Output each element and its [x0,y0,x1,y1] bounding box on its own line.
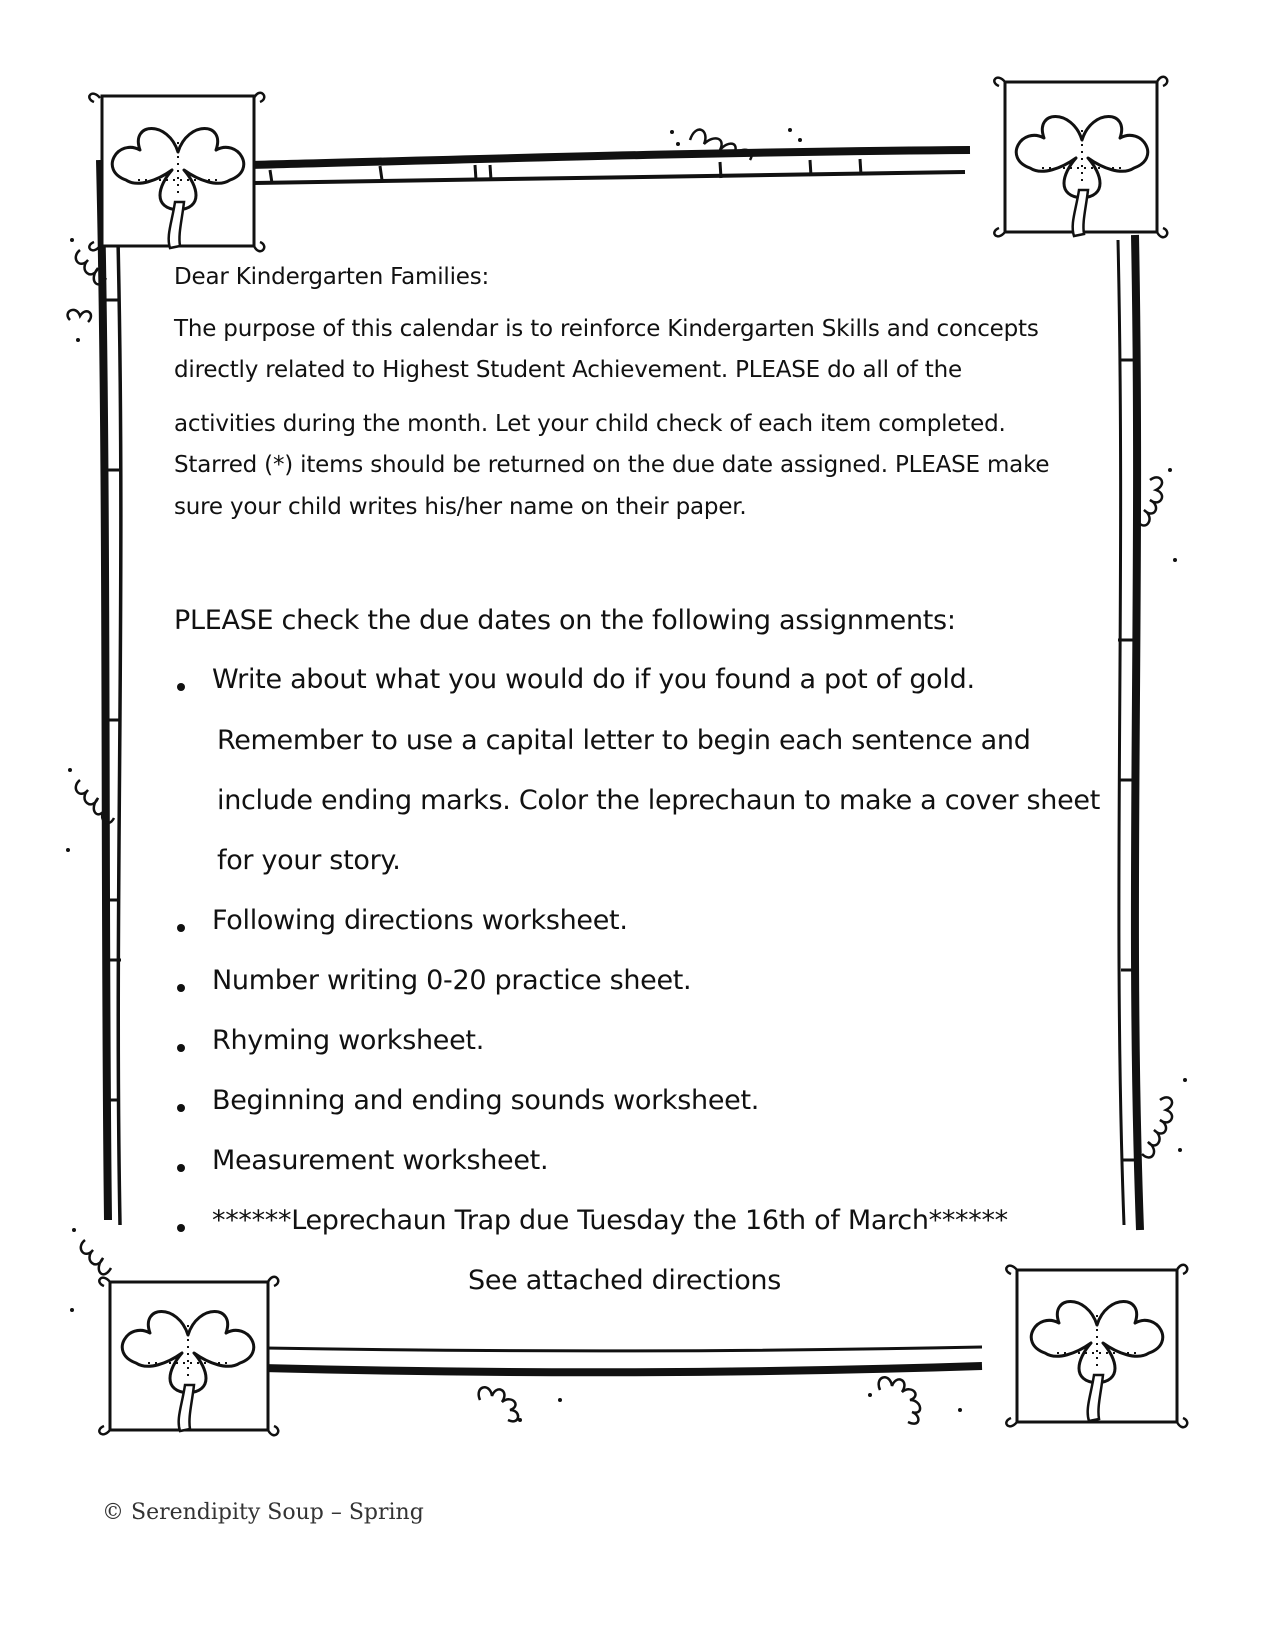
assignment-line: ******Leprechaun Trap due Tuesday the 16th of March****** [212,1205,1008,1236]
shamrock-icon [1005,82,1157,236]
shamrock-icon [110,1282,268,1431]
assignment-line: Rhyming worksheet. [212,1025,484,1056]
bullet-icon [177,1104,185,1112]
assignment-line: Remember to use a capital letter to begin each sentence and [217,725,1031,756]
assignment-line: Measurement worksheet. [212,1145,549,1176]
intro-line: Starred (*) items should be returned on the due date assigned. PLEASE make [174,452,1050,478]
bullet-icon [177,1044,185,1052]
greeting: Dear Kindergarten Families: [174,264,490,290]
bullet-icon [177,924,185,932]
assignment-line: Following directions worksheet. [212,905,628,936]
assignment-line: for your story. [217,845,401,876]
closing-note: See attached directions [468,1265,781,1296]
bullet-icon [177,683,185,691]
assignment-line: include ending marks. Color the leprechaun to make a cover sheet [217,785,1101,816]
bullet-icon [177,1224,185,1232]
intro-line: activities during the month. Let your child check of each item completed. [174,411,1006,437]
assignment-line: Number writing 0-20 practice sheet. [212,965,692,996]
intro-line: directly related to Highest Student Achievement. PLEASE do all of the [174,357,962,383]
assignment-line: Beginning and ending sounds worksheet. [212,1085,760,1116]
assignment-line: Write about what you would do if you found a pot of gold. [212,664,975,695]
assignments-heading: PLEASE check the due dates on the following assignments: [174,605,956,636]
shamrock-icon [102,96,254,248]
intro-line: The purpose of this calendar is to reinforce Kindergarten Skills and concepts [174,316,1039,342]
shamrock-icon [1017,1270,1177,1422]
intro-line: sure your child writes his/her name on their paper. [174,494,747,520]
bullet-icon [177,984,185,992]
copyright-footer: © Serendipity Soup – Spring [102,1500,424,1525]
bullet-icon [177,1164,185,1172]
